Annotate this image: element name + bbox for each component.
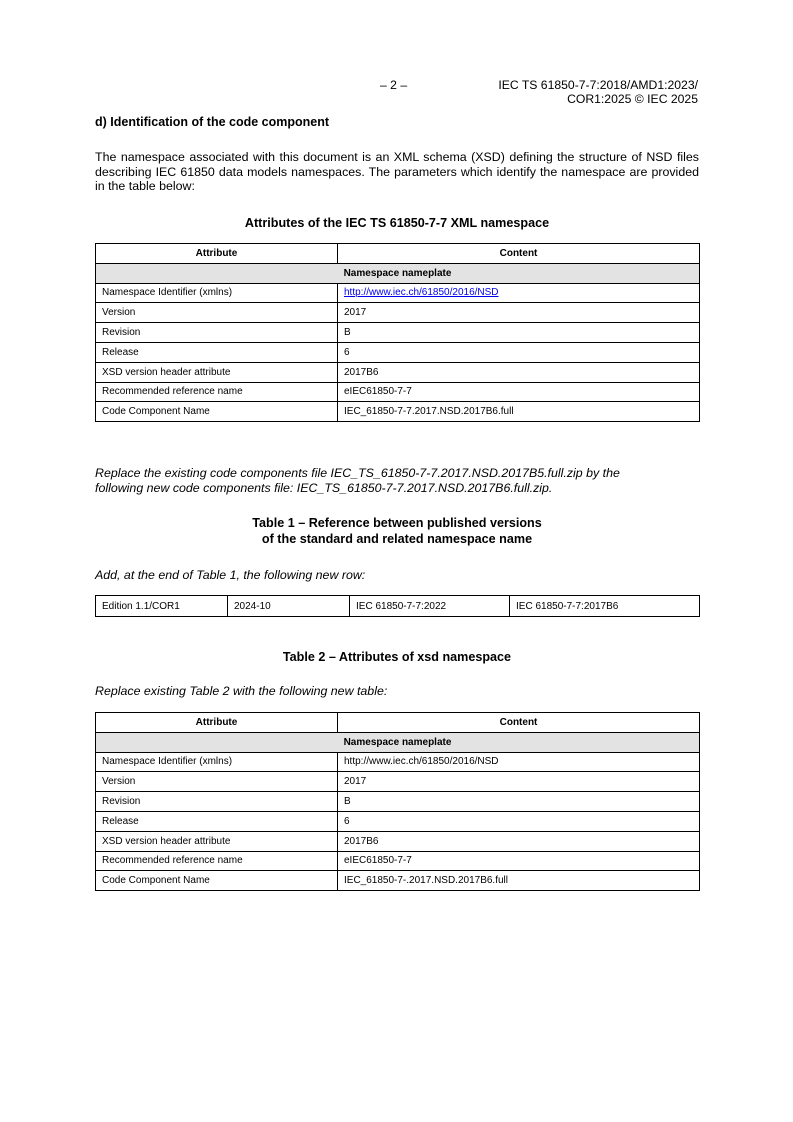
table1-instruction: Add, at the end of Table 1, the following new row: <box>95 568 366 582</box>
section-paragraph: The namespace associated with this document is an XML schema (XSD) defining the structure of NSD files describing IEC 61850 data models namespaces. The parameters which identify the namespace are provided in the table below: <box>95 150 699 193</box>
attribute-cell: Release <box>96 342 338 362</box>
table1-caption <box>95 515 699 547</box>
content-cell: http://www.iec.ch/61850/2016/NSD <box>338 752 700 772</box>
content-cell: 2017B6 <box>338 362 700 382</box>
replace-note-line1: Replace the existing code components file IEC_TS_61850-7-7.2017.NSD.2017B5.full.zip by the <box>95 466 620 480</box>
content-cell: B <box>338 792 700 812</box>
standard-cell: IEC 61850-7-7:2022 <box>350 596 510 617</box>
content-cell: eIEC61850-7-7 <box>338 382 700 402</box>
xsd-namespace-table <box>95 712 700 891</box>
attribute-cell: XSD version header attribute <box>96 362 338 382</box>
table-row <box>96 851 700 871</box>
table1-new-row <box>95 595 700 617</box>
table-row <box>96 811 700 831</box>
namespace-nameplate-label: Namespace nameplate <box>96 263 700 283</box>
table-row <box>96 342 700 362</box>
namespace-cell: IEC 61850-7-7:2017B6 <box>510 596 700 617</box>
document-reference-line1: IEC TS 61850-7-7:2018/AMD1:2023/ <box>498 78 698 92</box>
table-row <box>96 362 700 382</box>
table-row <box>96 596 700 617</box>
table-row <box>96 772 700 792</box>
content-cell: IEC_61850-7-.2017.NSD.2017B6.full <box>338 871 700 891</box>
content-cell: 2017 <box>338 303 700 323</box>
group-row <box>96 732 700 752</box>
table1-caption-line2: of the standard and related namespace name <box>261 532 533 546</box>
table2-caption: Table 2 – Attributes of xsd namespace <box>282 650 512 664</box>
table-row <box>96 323 700 343</box>
section-heading: d) Identification of the code component <box>95 115 330 129</box>
content-cell: eIEC61850-7-7 <box>338 851 700 871</box>
table2-instruction: Replace existing Table 2 with the following new table: <box>95 684 388 698</box>
group-row <box>96 263 700 283</box>
attribute-cell: Revision <box>96 323 338 343</box>
attribute-cell: Code Component Name <box>96 871 338 891</box>
attribute-cell: Version <box>96 303 338 323</box>
table-row <box>96 871 700 891</box>
content-cell: 6 <box>338 811 700 831</box>
content-cell: 2017B6 <box>338 831 700 851</box>
table-row <box>96 382 700 402</box>
attribute-cell: Release <box>96 811 338 831</box>
document-reference-line2: COR1:2025 © IEC 2025 <box>567 92 698 106</box>
namespace-attributes-table <box>95 243 700 422</box>
namespace-link[interactable]: http://www.iec.ch/61850/2016/NSD <box>344 287 499 299</box>
table-header-row <box>96 244 700 264</box>
content-cell <box>338 283 700 303</box>
attribute-cell: Namespace Identifier (xmlns) <box>96 283 338 303</box>
table1-caption-line1: Table 1 – Reference between published versions <box>252 516 542 530</box>
table-header-row <box>96 713 700 733</box>
page-number: – 2 – <box>380 78 408 92</box>
table-row <box>96 792 700 812</box>
replace-note-line2: following new code components file: IEC_TS_61850-7-7.2017.NSD.2017B6.full.zip. <box>95 480 553 495</box>
document-reference <box>398 78 698 106</box>
edition-cell: Edition 1.1/COR1 <box>96 596 228 617</box>
attribute-cell: Namespace Identifier (xmlns) <box>96 752 338 772</box>
attribute-cell: Revision <box>96 792 338 812</box>
table-row <box>96 831 700 851</box>
column-header: Attribute <box>96 244 338 264</box>
attribute-cell: Code Component Name <box>96 402 338 422</box>
table-row <box>96 402 700 422</box>
column-header: Content <box>338 244 700 264</box>
content-cell: IEC_61850-7-7.2017.NSD.2017B6.full <box>338 402 700 422</box>
namespace-nameplate-label: Namespace nameplate <box>96 732 700 752</box>
content-cell: 2017 <box>338 772 700 792</box>
attribute-cell: Version <box>96 772 338 792</box>
date-cell: 2024-10 <box>228 596 350 617</box>
content-cell: 6 <box>338 342 700 362</box>
attribute-cell: Recommended reference name <box>96 851 338 871</box>
column-header: Attribute <box>96 713 338 733</box>
table-row <box>96 283 700 303</box>
content-cell: B <box>338 323 700 343</box>
table-row <box>96 752 700 772</box>
attribute-cell: XSD version header attribute <box>96 831 338 851</box>
table-row <box>96 303 700 323</box>
replace-note <box>95 466 699 495</box>
namespace-table-caption: Attributes of the IEC TS 61850-7-7 XML namespace <box>244 216 550 230</box>
column-header: Content <box>338 713 700 733</box>
attribute-cell: Recommended reference name <box>96 382 338 402</box>
